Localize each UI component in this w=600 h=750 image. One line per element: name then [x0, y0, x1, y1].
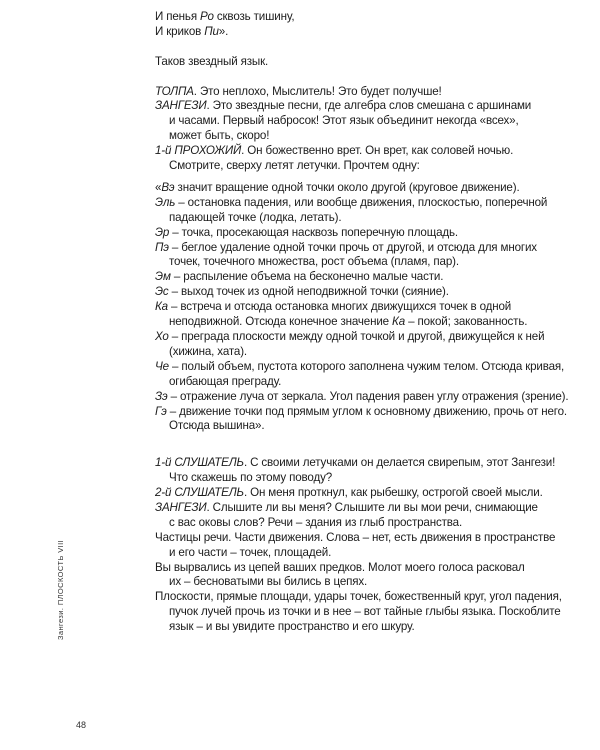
line: ТОЛПА. Это неплохо, Мыслитель! Это будет получше!	[155, 84, 442, 98]
line: Хо – преграда плоскости между одной точкой и другой, движущейся к ней	[155, 330, 545, 343]
line: ЗАНГЕЗИ. Это звездные песни, где алгебра слов смешана с аршинами	[155, 99, 532, 113]
line: и его части – точек, площадей.	[169, 545, 332, 559]
running-header: Зангези. ПЛОСКОСТЬ VIII	[56, 539, 65, 640]
line: точек, точечного множества, рост объема (пламя, пар).	[169, 255, 459, 269]
line: падающей точке (лодка, летать).	[169, 210, 342, 224]
line: ЗАНГЕЗИ. Слышите ли вы меня? Слышите ли вы мои речи, снимающие	[155, 500, 538, 514]
line: пучок лучей прочь из точки и в нее – вот тайные глыбы языка. Поскоблите	[169, 605, 561, 619]
line: Отсюда вышина».	[169, 419, 265, 433]
line: Зэ – отражение луча от зеркала. Угол падения равен углу отражения (зрение).	[155, 389, 569, 403]
line: 1-й ПРОХОЖИЙ. Он божественно врет. Он врет, как соловей ночью.	[155, 144, 514, 158]
line: Вы вырвались из цепей ваших предков. Молот моего голоса расковал	[155, 560, 525, 574]
line: Пэ – беглое удаление одной точки прочь от другой, и отсюда для многих	[155, 240, 537, 254]
line: Плоскости, прямые площади, удары точек, божественный круг, угол падения,	[155, 590, 562, 604]
line: Ка – встреча и отсюда остановка многих движущихся точек в одной	[155, 300, 512, 314]
line: и часами. Первый набросок! Этот язык объединит некогда «всех»,	[169, 114, 519, 128]
line: «Вэ значит вращение одной точки около другой (круговое движение).	[155, 180, 520, 194]
line: 2-й СЛУШАТЕЛЬ. Он меня проткнул, как рыбешку, острогой своей мысли.	[155, 486, 543, 500]
line: неподвижной. Отсюда конечное значение Ка – покой; закованность.	[169, 315, 528, 329]
line: Смотрите, сверху летят летучки. Прочтем одну:	[169, 159, 420, 173]
line: с вас оковы слов? Речи – здания из глыб пространства.	[169, 515, 463, 529]
line: Что скажешь по этому поводу?	[169, 471, 333, 485]
line: Че – полый объем, пустота которого заполнена чужим телом. Отсюда кривая,	[155, 359, 565, 373]
line: И пенья Ро сквозь тишину,	[155, 10, 295, 23]
page-number: 48	[76, 720, 87, 730]
line: Эр – точка, просекающая насквозь поперечную площадь.	[155, 225, 458, 239]
line: Эм – распыление объема на бесконечно малые части.	[155, 270, 444, 284]
line: Гэ – движение точки под прямым углом к основному движению, прочь от него.	[155, 404, 568, 418]
line: язык – и вы увидите пространство и его шкуру.	[169, 620, 415, 634]
line: Эль – остановка падения, или вообще движения, плоскостью, поперечной	[155, 195, 548, 209]
line: Таков звездный язык.	[155, 54, 269, 68]
line: может быть, скоро!	[169, 129, 270, 143]
line: огибающая преграду.	[169, 374, 282, 388]
line: Эс – выход точек из одной неподвижной точки (сияние).	[155, 285, 449, 299]
body-text	[155, 10, 575, 635]
line: их – бесноватыми вы бились в цепях.	[169, 575, 368, 589]
line: Частицы речи. Части движения. Слова – нет, есть движения в пространстве	[155, 530, 556, 544]
line: (хижина, хата).	[169, 344, 247, 358]
line: 1-й СЛУШАТЕЛЬ. С своими летучками он делается свирепым, этот Зангези!	[155, 456, 556, 470]
line: И криков Пи».	[155, 24, 229, 38]
